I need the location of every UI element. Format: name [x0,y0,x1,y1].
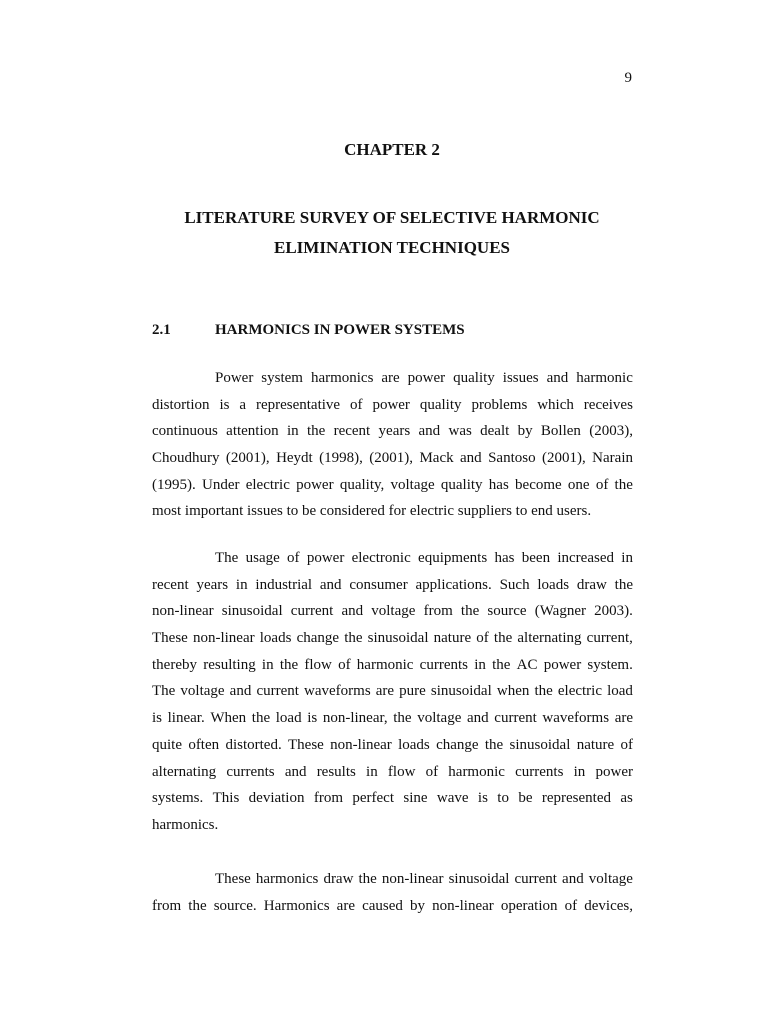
paragraph-line: continuous attention in the recent years and was dealt by Bollen (2003), [152,423,633,440]
paragraph [152,545,633,839]
paragraph-line: is linear. When the load is non-linear, the voltage and current waveforms are [152,710,633,727]
paragraph-line: systems. This deviation from perfect sine wave is to be represented as [152,790,633,807]
paragraph [152,866,633,919]
paragraph-line: from the source. Harmonics are caused by non-linear operation of devices, [152,897,633,914]
paragraph-line: Power system harmonics are power quality issues and harmonic [215,370,633,386]
paragraph-line: These harmonics draw the non-linear sinusoidal current and voltage [215,871,633,887]
paragraph-line: These non-linear loads change the sinusoidal nature of the alternating current, [152,630,633,647]
paragraph-line: recent years in industrial and consumer applications. Such loads draw the [152,576,633,593]
paragraph [152,365,633,525]
paragraph-line: most important issues to be considered for electric suppliers to end users. [152,503,592,520]
paragraph-line: alternating currents and results in flow of harmonic currents in power [152,763,633,780]
paragraph-line: quite often distorted. These non-linear loads change the sinusoidal nature of [152,736,633,753]
section-title: HARMONICS IN POWER SYSTEMS [215,322,465,338]
section-number: 2.1 [152,322,171,338]
chapter-title-line: LITERATURE SURVEY OF SELECTIVE HARMONIC [184,208,600,227]
section-heading [152,322,465,339]
paragraph-line: Choudhury (2001), Heydt (1998), (2001), Mack and Santoso (2001), Narain [152,450,633,467]
chapter-title-line: ELIMINATION TECHNIQUES [273,238,510,257]
paragraph-line: distortion is a representative of power quality problems which receives [152,396,633,413]
chapter-heading: CHAPTER 2 [344,140,440,159]
paragraph-line: harmonics. [152,816,219,833]
paragraph-line: (1995). Under electric power quality, voltage quality has become one of the [152,476,633,493]
paragraph-line: thereby resulting in the flow of harmonic currents in the AC power system. [152,656,633,673]
paragraph-line: The usage of power electronic equipments has been increased in [215,550,633,566]
page-number: 9 [624,70,632,86]
paragraph-line: non-linear sinusoidal current and voltage from the source (Wagner 2003). [152,603,633,620]
paragraph-line: The voltage and current waveforms are pure sinusoidal when the electric load [152,683,633,700]
chapter-title [0,203,768,263]
